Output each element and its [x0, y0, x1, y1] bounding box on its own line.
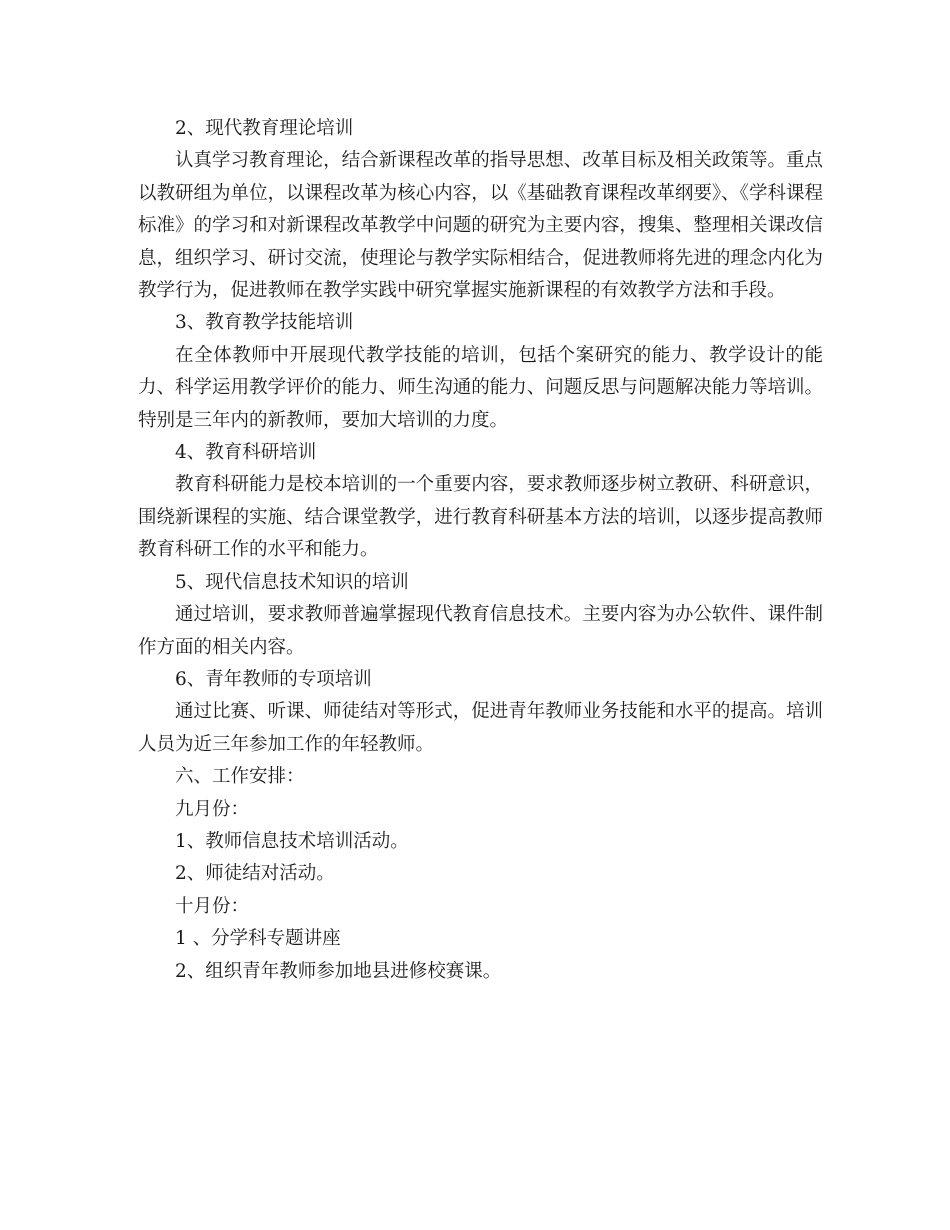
paragraph-modern-education-theory: 认真学习教育理论，结合新课程改革的指导思想、改革目标及相关政策等。重点以教研组为单位，以课程改革为核心内容，以《基础教育课程改革纲要》、《学科课程标准》的学习和对新课程改革教学中问题的研究为主要内容，搜集、整理相关课改信息，组织学习、研讨交流，使理论与教学实际相结合，促进教师将先进的理念内化为教学行为，促进教师在教学实践中研究掌握实施新课程的有效教学方法和手段。	[138, 150, 823, 302]
list-item-october-1: 1 、分学科专题讲座	[175, 928, 341, 950]
paragraph-teaching-skills: 在全体教师中开展现代教学技能的培训，包括个案研究的能力、教学设计的能力、科学运用教学评价的能力、师生沟通的能力、问题反思与问题解决能力等培训。特别是三年内的新教师，要加大培训的力度。	[138, 344, 823, 431]
section-heading-modern-education-theory: 2、现代教育理论培训	[175, 118, 354, 139]
section-heading-information-technology: 5、现代信息技术知识的培训	[175, 571, 409, 593]
month-heading-september: 九月份：	[175, 798, 250, 820]
list-item-september-2: 2、师徒结对活动。	[175, 863, 335, 885]
list-item-october-2: 2、组织青年教师参加地县进修校赛课。	[175, 960, 502, 982]
list-item-september-1: 1、教师信息技术培训活动。	[175, 830, 409, 852]
document-body	[138, 113, 823, 988]
section-heading-teaching-skills: 3、教育教学技能培训	[175, 312, 354, 334]
paragraph-information-technology: 通过培训，要求教师普遍掌握现代教育信息技术。主要内容为办公软件、课件制作方面的相关内容。	[138, 604, 823, 658]
section-heading-education-research: 4、教育科研培训	[175, 442, 317, 464]
section-heading-young-teachers: 6、青年教师的专项培训	[175, 668, 372, 690]
section-heading-work-schedule: 六、工作安排：	[175, 766, 305, 788]
month-heading-october: 十月份：	[175, 895, 250, 917]
paragraph-education-research: 教育科研能力是校本培训的一个重要内容，要求教师逐步树立教研、科研意识，围绕新课程的实施、结合课堂教学，进行教育科研基本方法的培训，以逐步提高教师教育科研工作的水平和能力。	[138, 474, 823, 561]
paragraph-young-teachers: 通过比赛、听课、师徒结对等形式，促进青年教师业务技能和水平的提高。培训人员为近三年参加工作的年轻教师。	[138, 701, 823, 755]
